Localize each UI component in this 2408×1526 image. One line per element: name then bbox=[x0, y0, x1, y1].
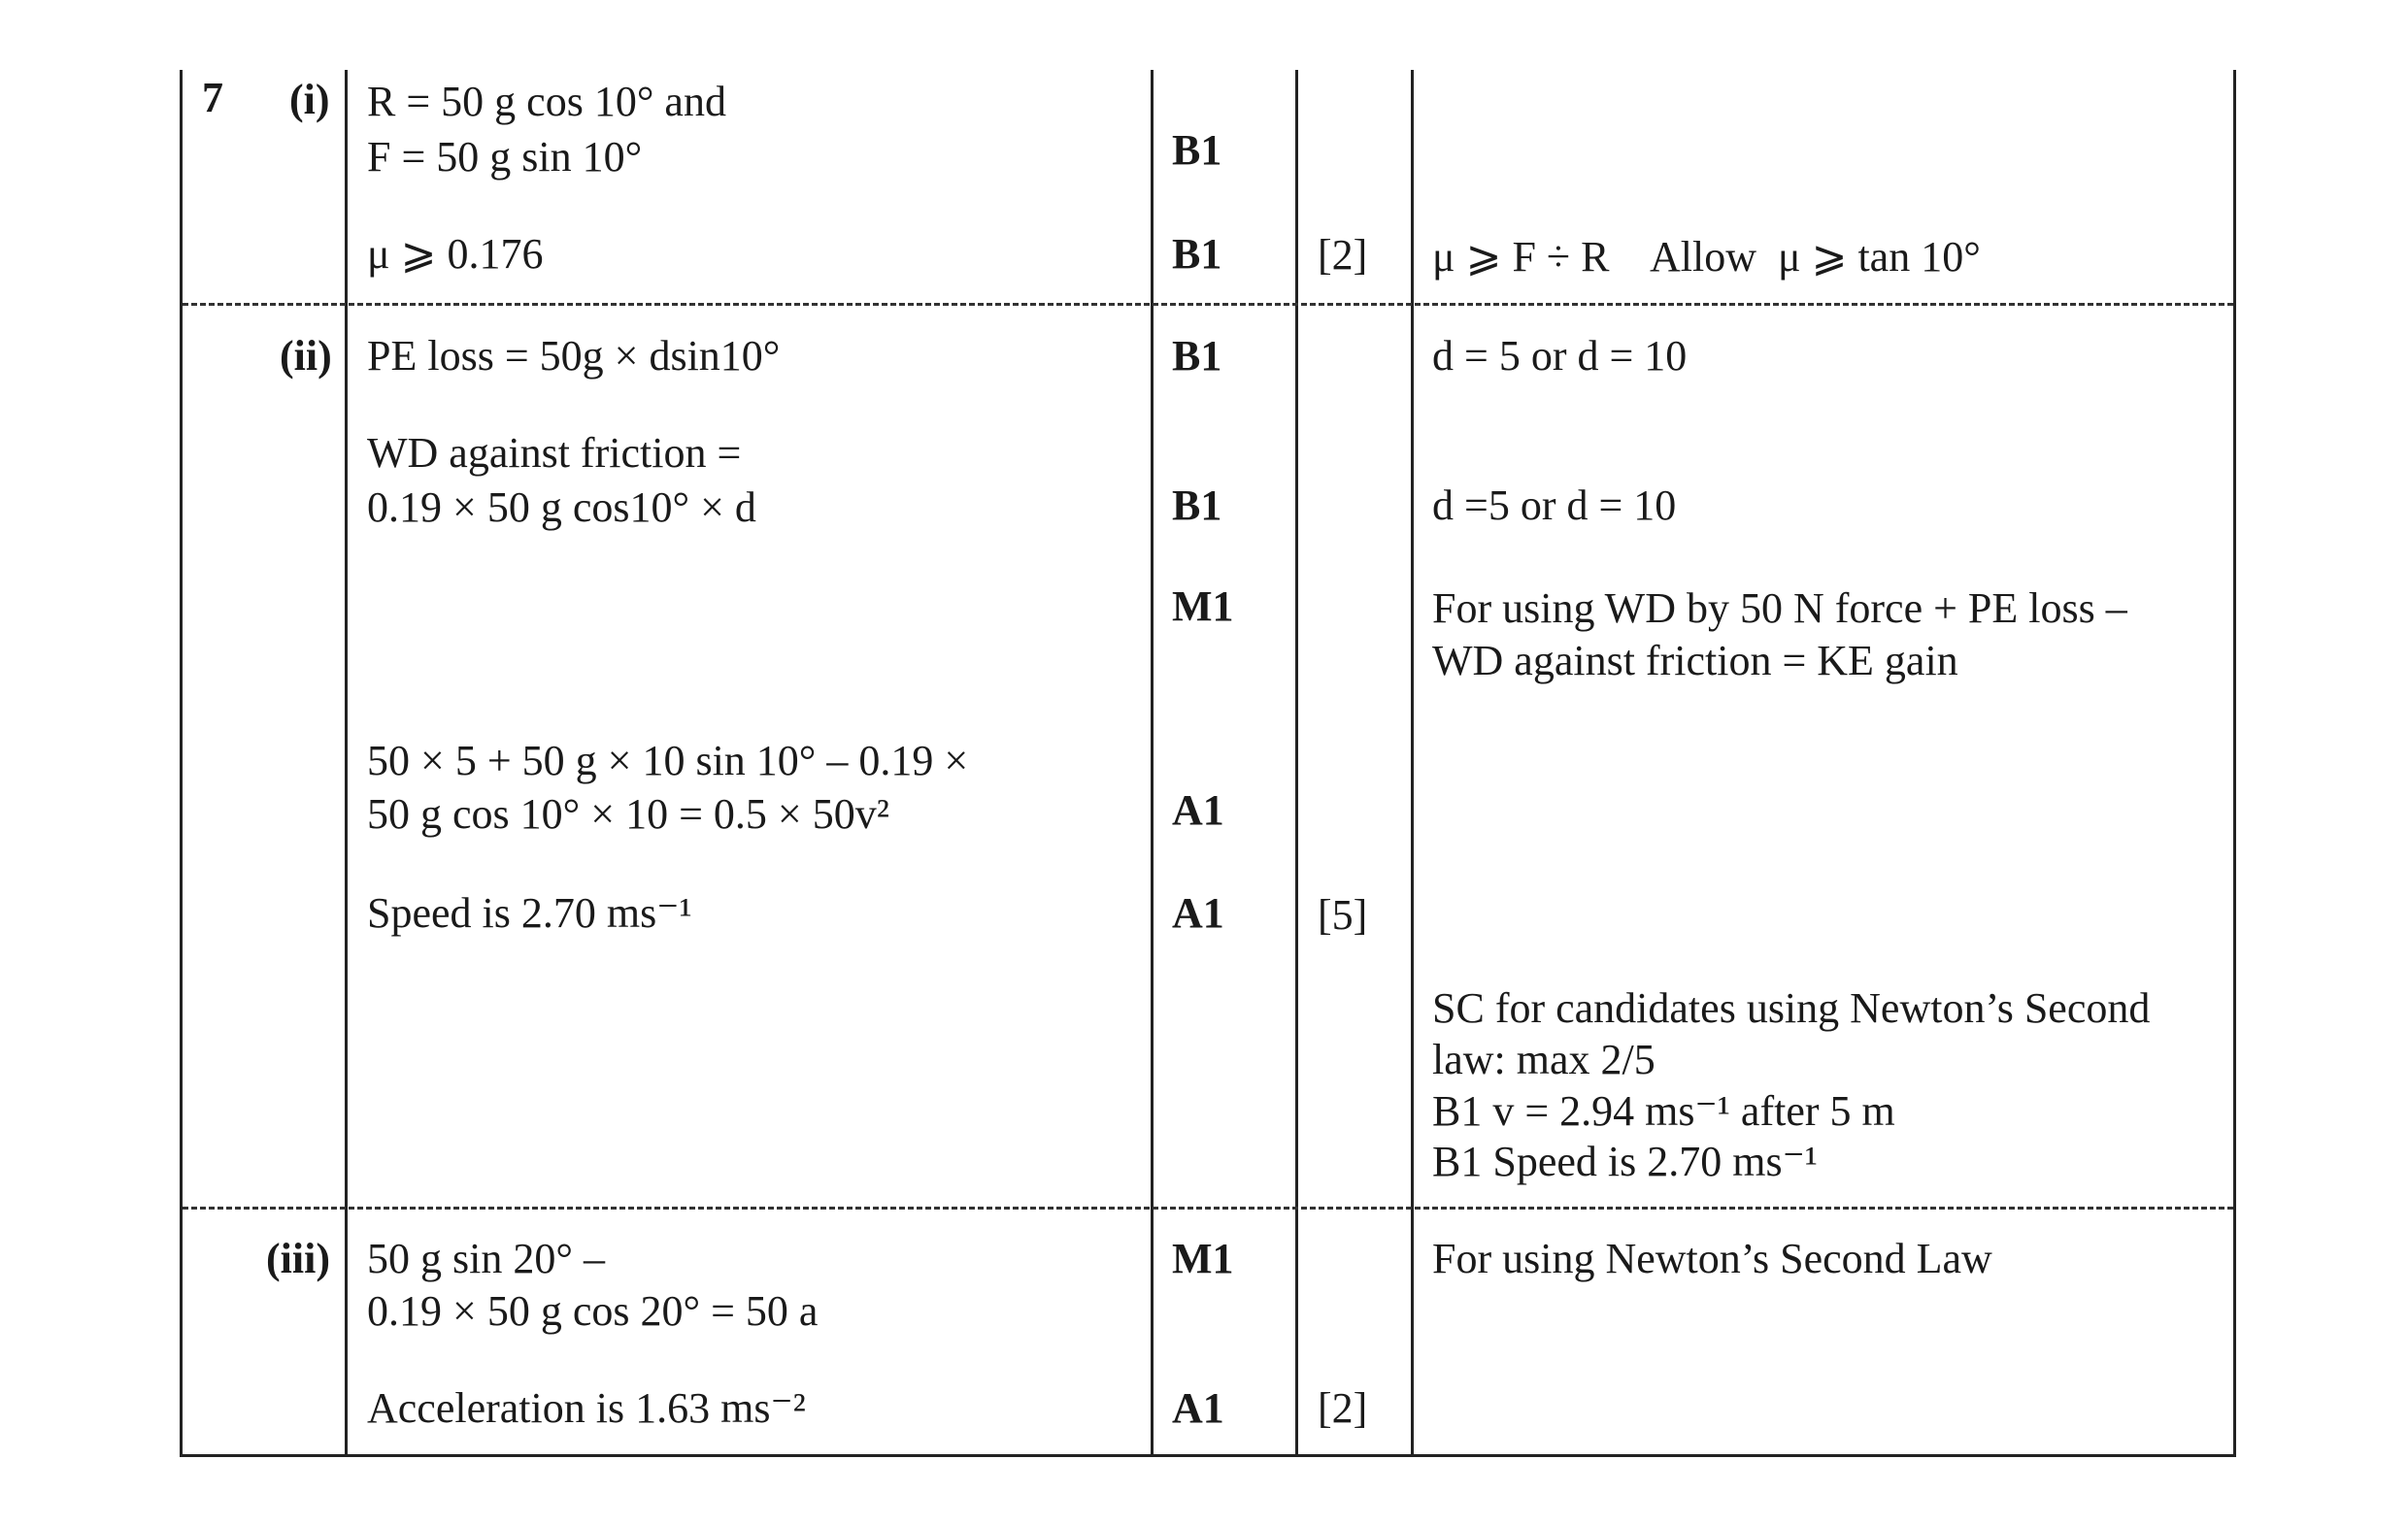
guidance-line: For using WD by 50 N force + PE loss – bbox=[1432, 584, 2127, 632]
part-label-iii: (iii) bbox=[266, 1235, 330, 1282]
mark: B1 bbox=[1172, 126, 1222, 174]
mark: B1 bbox=[1172, 481, 1222, 529]
total-marks: [2] bbox=[1318, 231, 1368, 279]
column-divider-total bbox=[1411, 70, 1414, 1456]
guidance-line: μ ⩾ F ÷ R Allow μ ⩾ tan 10° bbox=[1432, 233, 1981, 281]
part-separator-ii bbox=[183, 303, 2233, 306]
guidance-line: B1 Speed is 2.70 ms⁻¹ bbox=[1432, 1138, 1818, 1185]
answer-line: 50 g cos 10° × 10 = 0.5 × 50v² bbox=[367, 790, 889, 838]
answer-line: 50 × 5 + 50 g × 10 sin 10° – 0.19 × bbox=[367, 737, 969, 784]
column-divider-mark bbox=[1295, 70, 1298, 1456]
guidance-line: WD against friction = KE gain bbox=[1432, 637, 1958, 684]
guidance-line: d = 5 or d = 10 bbox=[1432, 332, 1688, 380]
answer-line: Speed is 2.70 ms⁻¹ bbox=[367, 889, 692, 937]
answer-line: F = 50 g sin 10° bbox=[367, 133, 643, 181]
table-border-bottom bbox=[180, 1454, 2236, 1457]
mark: M1 bbox=[1172, 582, 1234, 630]
answer-line: PE loss = 50g × dsin10° bbox=[367, 332, 781, 380]
part-separator-iii bbox=[183, 1207, 2233, 1210]
part-label-i: (i) bbox=[289, 76, 330, 123]
guidance-line: B1 v = 2.94 ms⁻¹ after 5 m bbox=[1432, 1087, 1895, 1135]
answer-line: Acceleration is 1.63 ms⁻² bbox=[367, 1384, 806, 1432]
mark: M1 bbox=[1172, 1235, 1234, 1282]
guidance-line: For using Newton’s Second Law bbox=[1432, 1235, 1992, 1282]
table-border-right bbox=[2233, 70, 2236, 1456]
total-marks: [5] bbox=[1318, 891, 1368, 939]
guidance-line: d =5 or d = 10 bbox=[1432, 481, 1677, 529]
answer-line: 50 g sin 20° – bbox=[367, 1235, 605, 1282]
answer-line: WD against friction = bbox=[367, 429, 742, 477]
guidance-line: law: max 2/5 bbox=[1432, 1036, 1656, 1083]
answer-line: 0.19 × 50 g cos 20° = 50 a bbox=[367, 1287, 819, 1335]
mark: B1 bbox=[1172, 230, 1222, 278]
answer-line: μ ⩾ 0.176 bbox=[367, 230, 544, 278]
mark: B1 bbox=[1172, 332, 1222, 380]
answer-line: R = 50 g cos 10° and bbox=[367, 78, 726, 125]
mark: A1 bbox=[1172, 889, 1224, 937]
guidance-line: SC for candidates using Newton’s Second bbox=[1432, 984, 2151, 1032]
column-divider-label bbox=[345, 70, 348, 1456]
total-marks: [2] bbox=[1318, 1384, 1368, 1432]
mark: A1 bbox=[1172, 786, 1224, 834]
question-number: 7 bbox=[202, 74, 223, 121]
column-divider-answer bbox=[1151, 70, 1154, 1456]
mark: A1 bbox=[1172, 1384, 1224, 1432]
part-label-ii: (ii) bbox=[280, 332, 332, 380]
table-border-left bbox=[180, 70, 183, 1456]
answer-line: 0.19 × 50 g cos10° × d bbox=[367, 483, 756, 531]
